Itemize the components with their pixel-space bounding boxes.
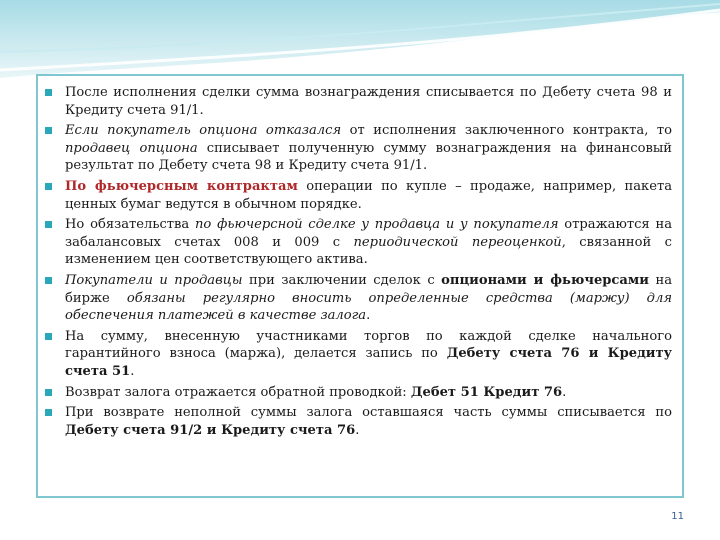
bullet-square-icon	[45, 389, 52, 396]
text-segment: , связанной с изменением цен соответствующего актива.	[65, 234, 672, 268]
bullet-square-icon	[45, 409, 52, 416]
text-segment: Если покупатель опциона отказался	[65, 123, 342, 139]
text-segment: Дебету счета 91/2 и Кредиту счета 76	[65, 422, 356, 438]
text-segment: продавец опциона	[65, 140, 198, 156]
bullet-square-icon	[45, 183, 52, 190]
text-segment: Дебет 51 Кредит 76	[410, 384, 563, 400]
text-segment: По фьючерсным контрактам	[65, 178, 298, 194]
text-segment: опционами и фьючерсами	[441, 272, 649, 288]
list-item	[65, 384, 672, 402]
text-segment: отражаются на забалансовых счетах 008 и 009 с	[65, 217, 672, 250]
bullet-square-icon	[45, 127, 52, 134]
text-segment: На сумму, внесенную участниками торгов по каждой сделке начального гарантийного взноса (маржа), делается запись по	[65, 328, 672, 362]
text-segment: После исполнения сделки сумма вознаграждения списывается по Дебету счета 98 и Кредиту счета 91/1.	[65, 85, 672, 118]
list-item	[65, 404, 672, 439]
text-segment: списывает полученную сумму вознаграждения на финансовый результат по Дебету счета 98 и Кредиту счета 91/1.	[65, 140, 672, 174]
list-item	[65, 328, 672, 381]
text-segment: Покупатели и продавцы	[65, 272, 243, 288]
text-segment: .	[366, 308, 371, 324]
bullet-square-icon	[45, 89, 52, 96]
text-segment: операции по купле – продаже, например, пакета ценных бумаг ведутся в обычном порядке.	[65, 178, 673, 212]
bullet-square-icon	[45, 333, 52, 340]
text-segment: Дебету счета 76 и Кредиту счета 51	[65, 346, 673, 379]
bullet-square-icon	[45, 221, 52, 228]
text-segment: по фьючерсной сделке у продавца и у покупателя	[195, 217, 559, 233]
text-segment: При возврате неполной суммы залога оставшаяся часть суммы списывается по	[65, 405, 672, 421]
bullet-list	[38, 76, 682, 439]
text-segment: Возврат залога отражается обратной проводкой:	[65, 384, 411, 400]
list-item	[65, 178, 672, 213]
content-box	[36, 74, 684, 498]
list-item	[65, 122, 672, 175]
text-segment: от исполнения заключенного контракта, то	[341, 123, 672, 139]
text-segment: .	[130, 363, 135, 379]
list-item	[65, 216, 672, 269]
text-segment: при заключении сделок с	[242, 272, 442, 288]
text-segment: .	[355, 422, 360, 438]
page-number: 11	[671, 511, 684, 522]
text-segment: периодической переоценкой	[353, 234, 562, 250]
text-segment: .	[562, 384, 567, 400]
text-segment: обязаны регулярно вносить определенные средства (маржу) для обеспечения платежей в качестве залога	[65, 290, 672, 324]
text-segment: Но обязательства	[65, 217, 195, 233]
list-item	[65, 272, 672, 325]
bullet-square-icon	[45, 277, 52, 284]
list-item	[65, 84, 672, 119]
text-segment: на бирже	[65, 272, 673, 306]
